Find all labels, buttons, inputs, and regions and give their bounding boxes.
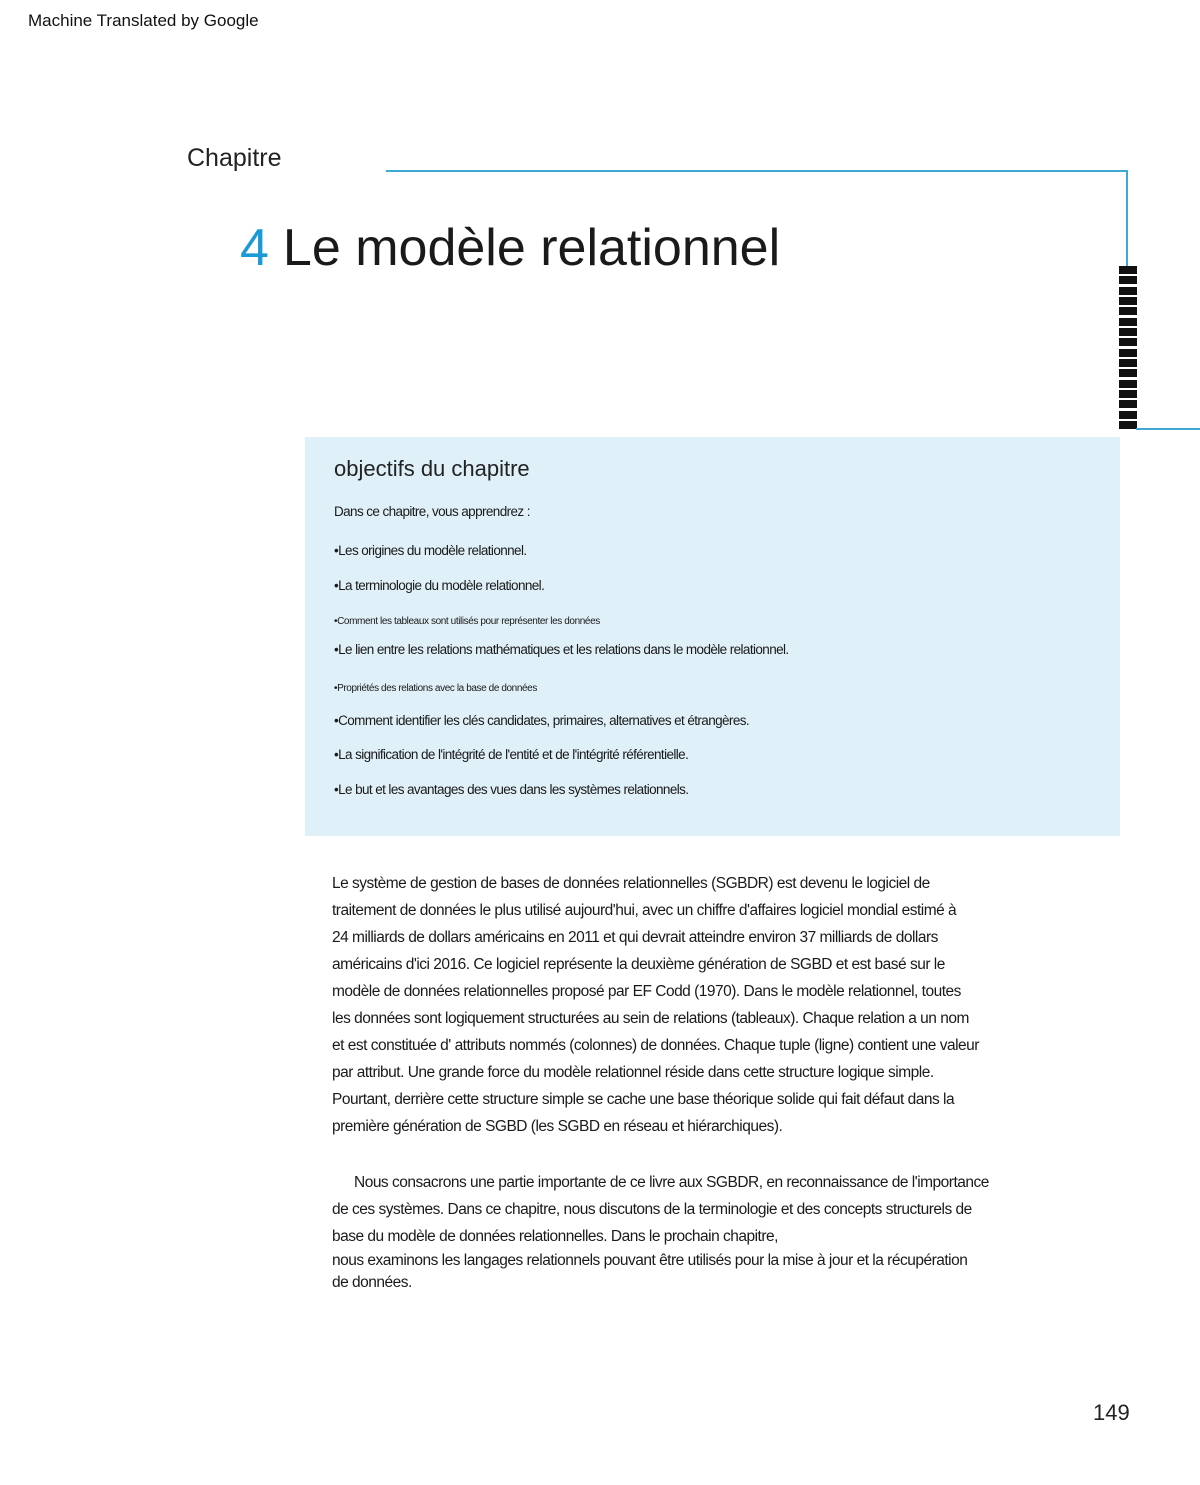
chapter-label: Chapitre bbox=[187, 144, 282, 172]
watermark: Machine Translated by Google bbox=[28, 11, 259, 30]
tab-bar bbox=[1119, 297, 1137, 305]
tab-bar bbox=[1119, 380, 1137, 388]
tab-bar bbox=[1119, 287, 1137, 295]
paragraph-line: première génération de SGBD (les SGBD en réseau et hiérarchiques). bbox=[332, 1118, 783, 1135]
paragraph-line: les données sont logiquement structurées au sein de relations (tableaux). Chaque relation a un nom bbox=[332, 1010, 969, 1027]
tab-bar bbox=[1119, 349, 1137, 357]
paragraph-line: par attribut. Une grande force du modèle relationnel réside dans cette structure logique simple. bbox=[332, 1064, 934, 1081]
objective-item: •Propriétés des relations avec la base de données bbox=[334, 683, 537, 694]
header-rule-top bbox=[386, 170, 1127, 172]
paragraph-line: traitement de données le plus utilisé aujourd'hui, avec un chiffre d'affaires logiciel mondial estimé à bbox=[332, 902, 957, 919]
tab-bar bbox=[1119, 338, 1137, 346]
body-paragraph-2 bbox=[332, 1169, 1132, 1294]
paragraph-line: Nous consacrons une partie importante de ce livre aux SGBDR, en reconnaissance de l'importance bbox=[354, 1174, 989, 1191]
tab-bar bbox=[1119, 390, 1137, 398]
tab-bar bbox=[1119, 421, 1137, 429]
tab-bar bbox=[1119, 307, 1137, 315]
tab-bar bbox=[1119, 359, 1137, 367]
objective-item: •Comment identifier les clés candidates, primaires, alternatives et étrangères. bbox=[334, 713, 750, 728]
objective-item: •Les origines du modèle relationnel. bbox=[334, 543, 527, 558]
objective-item: •La terminologie du modèle relationnel. bbox=[334, 578, 545, 593]
tab-bar bbox=[1119, 369, 1137, 377]
tab-bar bbox=[1119, 318, 1137, 326]
chapter-tab-marker bbox=[1119, 266, 1137, 429]
paragraph-line: et est constituée d' attributs nommés (colonnes) de données. Chaque tuple (ligne) contient une valeur bbox=[332, 1037, 979, 1054]
chapter-title bbox=[240, 218, 780, 278]
paragraph-line: 24 milliards de dollars américains en 2011 et qui devrait atteindre environ 37 milliards de dollars bbox=[332, 929, 938, 946]
chapter-number: 4 bbox=[240, 219, 269, 277]
tab-bar bbox=[1119, 400, 1137, 408]
paragraph-line: de ces systèmes. Dans ce chapitre, nous discutons de la terminologie et des concepts structurels de bbox=[332, 1201, 972, 1218]
paragraph-line: base du modèle de données relationnelles. Dans le prochain chapitre, bbox=[332, 1228, 778, 1245]
paragraph-line: modèle de données relationnelles proposé par EF Codd (1970). Dans le modèle relationnel, toutes bbox=[332, 983, 961, 1000]
paragraph-line: de données. bbox=[332, 1274, 412, 1291]
paragraph-line: Pourtant, derrière cette structure simple se cache une base théorique solide qui fait défaut dans la bbox=[332, 1091, 955, 1108]
objectives-intro: Dans ce chapitre, vous apprendrez : bbox=[334, 504, 530, 519]
chapter-title-text: Le modèle relationnel bbox=[282, 219, 781, 277]
paragraph-line: Le système de gestion de bases de données relationnelles (SGBDR) est devenu le logiciel de bbox=[332, 875, 930, 892]
page-number: 149 bbox=[1093, 1400, 1130, 1425]
objective-item: •Le lien entre les relations mathématiques et les relations dans le modèle relationnel. bbox=[334, 642, 789, 657]
tab-bar bbox=[1119, 276, 1137, 284]
tab-bar bbox=[1119, 411, 1137, 419]
tab-bar bbox=[1119, 328, 1137, 336]
header-rule-bottom bbox=[1136, 428, 1200, 430]
objective-item: •Comment les tableaux sont utilisés pour représenter les données bbox=[334, 616, 600, 627]
chapter-objectives-box bbox=[305, 437, 1120, 836]
paragraph-line: nous examinons les langages relationnels pouvant être utilisés pour la mise à jour et la récupération bbox=[332, 1252, 968, 1269]
paragraph-line: américains d'ici 2016. Ce logiciel représente la deuxième génération de SGBD et est basé sur le bbox=[332, 956, 945, 973]
objective-item: •Le but et les avantages des vues dans les systèmes relationnels. bbox=[334, 782, 689, 797]
objective-item: •La signification de l'intégrité de l'entité et de l'intégrité référentielle. bbox=[334, 747, 689, 762]
objectives-heading: objectifs du chapitre bbox=[334, 456, 530, 481]
body-paragraph-1 bbox=[332, 870, 1132, 1140]
tab-bar bbox=[1119, 266, 1137, 274]
header-rule-right bbox=[1126, 170, 1128, 266]
